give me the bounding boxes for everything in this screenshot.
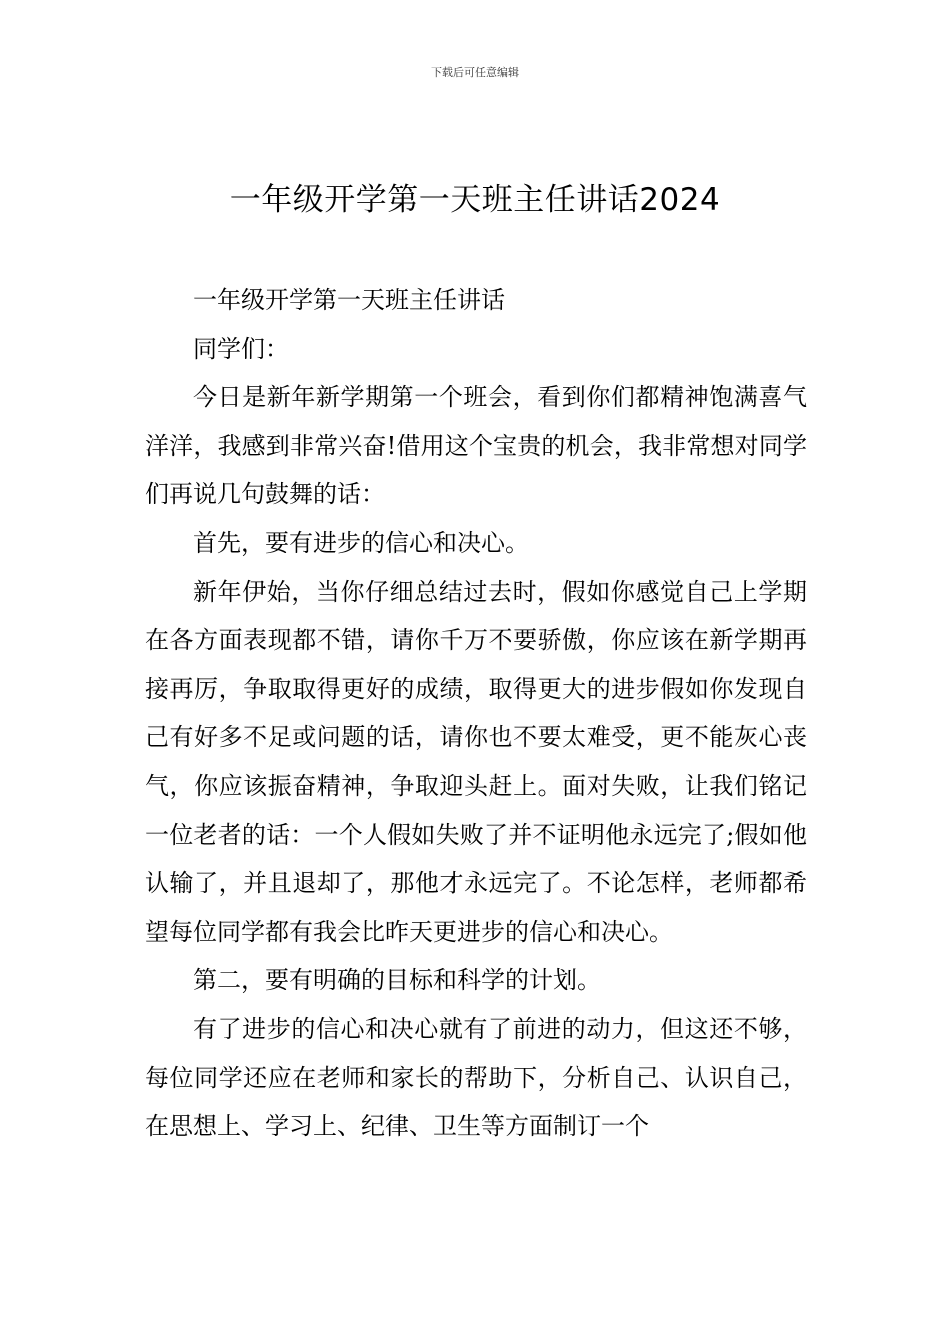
paragraph-greeting: 同学们： bbox=[193, 334, 289, 363]
paragraph-point-two-body: 有了进步的信心和决心就有了前进的动力，但这还不够，每位同学还应在老师和家长的帮助下，分析自己、认识自己，在思想上、学习上、纪律、卫生等方面制订一个 bbox=[145, 1014, 807, 1141]
document-title: 一年级开学第一天班主任讲话2024 bbox=[229, 182, 721, 218]
header-note: 下载后可任意编辑 bbox=[431, 66, 519, 79]
paragraph-point-one-body: 新年伊始，当你仔细总结过去时，假如你感觉自己上学期在各方面表现都不错，请你千万不要骄傲，你应该在新学期再接再厉，争取取得更好的成绩，取得更大的进步假如你发现自己有好多不足或问题的话，请你也不要太难受，更不能灰心丧气，你应该振奋精神，争取迎头赶上。面对失败，让我们铭记一位老者的话：一个人假如失败了并不证明他永远完了;假如他认输了，并且退却了，那他才永远完了。不论怎样，老师都希望每位同学都有我会比昨天更进步的信心和决心。 bbox=[145, 577, 807, 946]
paragraph-subtitle: 一年级开学第一天班主任讲话 bbox=[193, 286, 505, 314]
document-body bbox=[145, 276, 807, 1151]
paragraph-point-two-heading: 第二，要有明确的目标和科学的计划。 bbox=[193, 966, 601, 995]
paragraph-point-one-heading: 首先，要有进步的信心和决心。 bbox=[193, 528, 529, 557]
paragraph-intro: 今日是新年新学期第一个班会，看到你们都精神饱满喜气洋洋，我感到非常兴奋!借用这个宝贵的机会，我非常想对同学们再说几句鼓舞的话： bbox=[145, 383, 807, 509]
